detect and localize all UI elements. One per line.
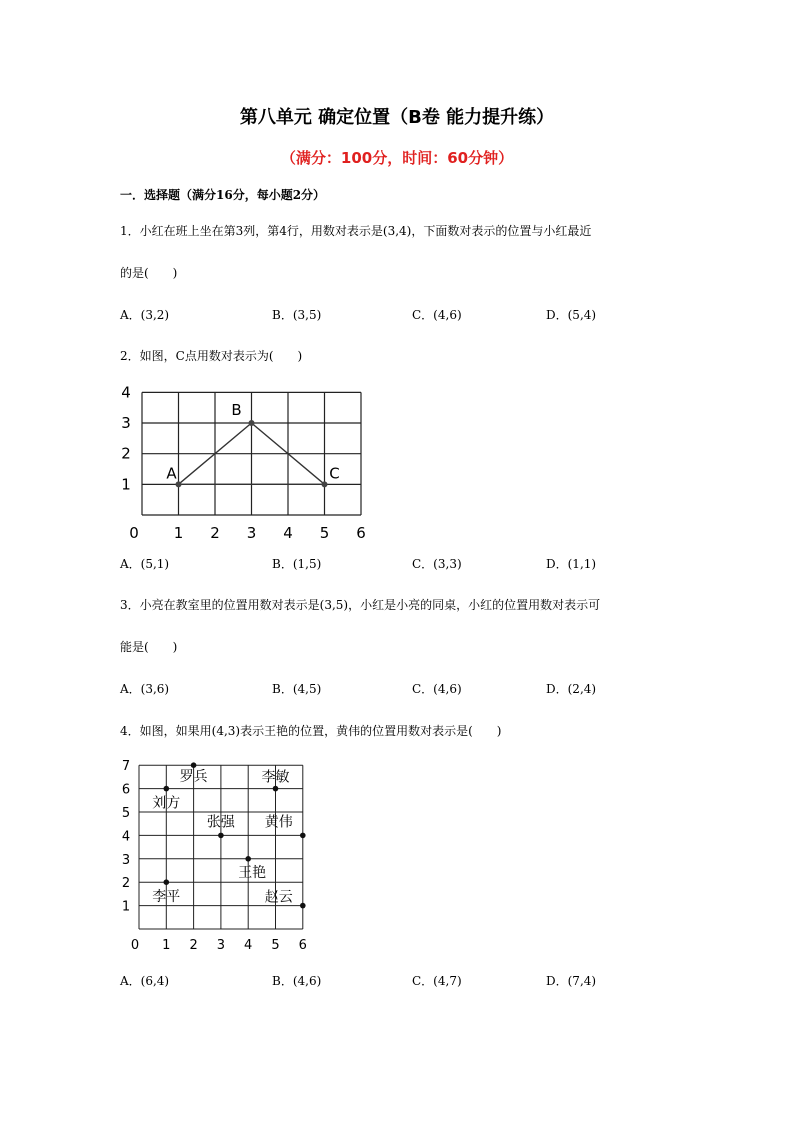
x-tick-label: 6 (356, 524, 366, 542)
seat-name-label: 张强 (206, 814, 235, 831)
x-tick-label: 3 (216, 938, 226, 953)
page-title: 第八单元 确定位置（B卷 能力提升练） (239, 107, 555, 128)
x-tick-label: 4 (283, 524, 293, 542)
x-tick-label: 5 (319, 524, 330, 542)
point-b (249, 420, 255, 426)
seat-point (245, 856, 251, 862)
seat-point (164, 879, 170, 885)
question-2-option-b: B．(1,5) (272, 557, 322, 571)
question-3-option-c: C．(4,6) (412, 682, 462, 696)
seat-point (164, 786, 170, 792)
question-3-option-d: D．(2,4) (546, 682, 597, 696)
seating-grid-figure-2 (112, 754, 322, 959)
seat-name-label: 刘方 (152, 795, 181, 812)
x-tick-label: 3 (246, 524, 257, 542)
seat-name-label: 罗兵 (179, 769, 208, 786)
x-tick-label: 1 (173, 524, 184, 542)
question-3-option-b: B．(4,5) (272, 682, 322, 696)
question-4-option-a: A．(6,4) (120, 974, 170, 988)
question-1-option-b: B．(3,5) (272, 308, 322, 322)
seat-point (191, 762, 197, 768)
x-tick-label: 2 (210, 524, 220, 542)
y-tick-label: 4 (121, 829, 131, 845)
seat-point (273, 786, 279, 792)
question-1-option-c: C．(4,6) (412, 308, 462, 322)
point-label-c: C (329, 464, 340, 483)
question-4-option-c: C．(4,7) (412, 974, 462, 988)
y-tick-label: 3 (121, 414, 131, 433)
point-label-b: B (231, 401, 242, 420)
y-tick-label: 3 (121, 852, 131, 868)
question-3-option-a: A．(3,6) (120, 682, 170, 696)
x-tick-label: 0 (129, 524, 139, 542)
x-tick-label: 1 (162, 938, 171, 953)
x-tick-label: 5 (271, 938, 280, 953)
x-tick-label: 4 (244, 938, 253, 953)
question-2-option-c: C．(3,3) (412, 557, 462, 571)
question-2-option-d: D．(1,1) (546, 557, 597, 571)
y-tick-label: 6 (121, 782, 131, 798)
y-tick-label: 1 (121, 475, 131, 494)
y-tick-label: 5 (121, 806, 131, 821)
question-1-line-1: 1．小红在班上坐在第3列，第4行，用数对表示是(3,4)，下面数对表示的位置与小红最近 (120, 224, 592, 238)
point-c (322, 481, 328, 487)
seat-point (218, 833, 224, 839)
y-tick-label: 2 (121, 876, 131, 892)
seat-name-label: 李敏 (261, 769, 290, 786)
section-heading: 一．选择题（满分16分，每小题2分） (120, 188, 326, 202)
y-tick-label: 7 (121, 759, 131, 775)
seat-name-label: 王艳 (238, 864, 267, 881)
seat-point (300, 903, 306, 909)
question-1-line-2: 的是( ) (120, 266, 178, 280)
seat-name-label: 李平 (152, 889, 181, 906)
question-4-line-1: 4．如图，如果用(4,3)表示王艳的位置，黄伟的位置用数对表示是( ) (120, 724, 502, 738)
question-4-option-d: D．(7,4) (546, 974, 597, 988)
x-tick-label: 2 (189, 938, 198, 953)
seat-point (300, 833, 306, 839)
y-tick-label: 1 (121, 899, 131, 915)
question-2-option-a: A．(5,1) (120, 557, 170, 571)
coordinate-grid-figure-1 (112, 378, 372, 544)
question-1-option-a: A．(3,2) (120, 308, 170, 322)
y-tick-label: 4 (121, 383, 131, 402)
question-3-line-2: 能是( ) (120, 640, 178, 654)
question-1-option-d: D．(5,4) (546, 308, 597, 322)
page-subtitle: （满分：100分，时间：60分钟） (280, 149, 514, 167)
question-2-line-1: 2．如图，C点用数对表示为( ) (120, 349, 303, 363)
x-tick-label: 6 (298, 938, 307, 953)
question-4-option-b: B．(4,6) (272, 974, 322, 988)
seat-name-label: 赵云 (264, 889, 293, 906)
x-tick-label: 0 (130, 938, 140, 953)
point-label-a: A (166, 464, 177, 483)
y-tick-label: 2 (121, 444, 131, 463)
question-3-line-1: 3．小亮在教室里的位置用数对表示是(3,5)，小红是小亮的同桌，小红的位置用数对表示可 (120, 598, 601, 612)
seat-name-label: 黄伟 (264, 814, 293, 831)
